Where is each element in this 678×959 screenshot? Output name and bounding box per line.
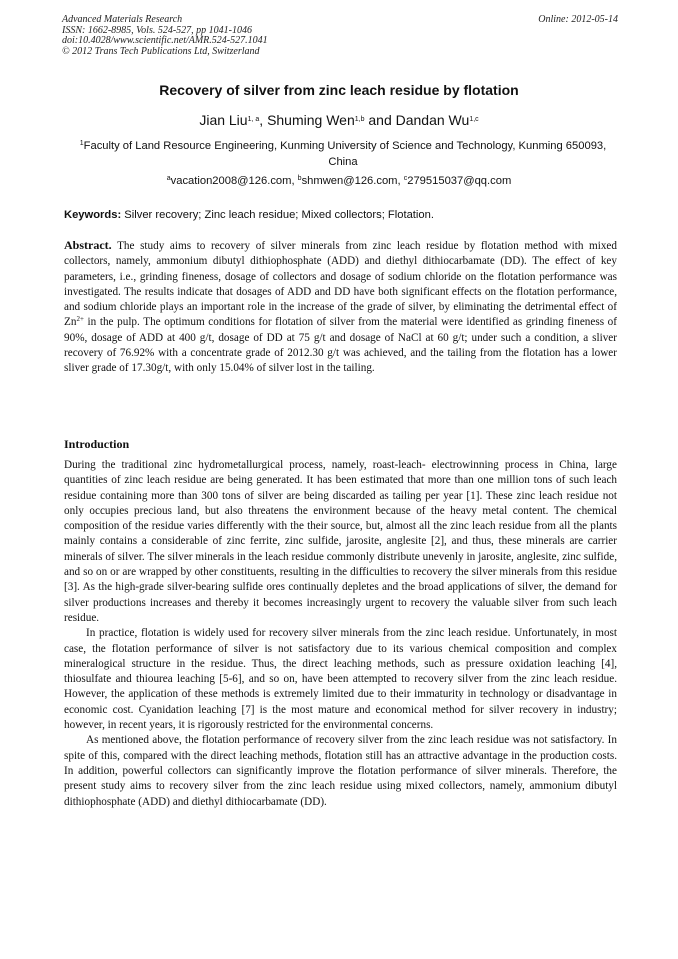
author-separator: , <box>259 112 268 128</box>
keywords-text: Silver recovery; Zinc leach residue; Mixed collectors; Flotation. <box>121 209 434 221</box>
email-superscript: a <box>166 175 171 182</box>
abstract-text: The study aims to recovery of silver minerals from zinc leach residue by flotation method with mixed collectors, namely, ammonium dibutyl dithiophosphate (ADD) and diethyl dithiocarbamate (DD). The effect of key parameters, i.e., grinding fineness, dosage of collectors and dosage of sodium chloride on the flotation performance was investigated. The results indicate that dosages of ADD and DD have both significant effects on the flotation performance, and sodium chloride plays an important role in the increase of the grade of silver, by eliminating the detrimental effect of Zn <box>64 240 617 329</box>
email-address: 279515037@qq.com <box>407 175 512 187</box>
online-date: Online: 2012-05-14 <box>538 14 618 25</box>
author-superscript: 1,c <box>469 116 479 123</box>
affiliation-superscript: 1 <box>79 140 84 147</box>
author-superscript: 1,b <box>354 116 365 123</box>
issn-line: ISSN: 1662-8985, Vols. 524-527, pp 1041-1046 <box>62 24 252 36</box>
section-heading: Introduction <box>64 437 130 451</box>
paragraph: During the traditional zinc hydrometallurgical process, namely, roast-leach- electrowinning process in China, large quantities of zinc leach residue are being generated. It has been estimated that more than one million tons of such leach residue containing more than 300 tons of silver are being discarded as tailing per year [1]. These zinc leach residue not only occupies precious land, but also threatens the environment because of the heavy metal content. The chemical composition of the residue varies differently with the their source, but, almost all the zinc leach residue from all the plants mainly contains a considerable of zinc ferrite, zinc sulfide, jarosite, anglesite [2], and thus, these minerals are carrier minerals of silver. The silver minerals in the leach residue commonly distribute unevenly in jarosite, anglesite, zinc sulfide, and so on or are wrapped by other constituents, resulting in the difficulties to recovery the silver minerals from this residue [3]. As the high-grade silver-bearing sulfide ores continually depletes and the broad applications of silver, the demand for silver productions increases and thereby it becomes increasingly urgent to recovery the valuable silver from such leach residue. <box>64 459 617 624</box>
abstract-text: in the pulp. The optimum conditions for flotation of silver from the material were identified as grinding fineness of 90%, dosage of ADD at 400 g/t, dosage of DD at 75 g/t and dosage of NaCl at 60 g/t; under such a condition, a sliver recovery of 76.92% with a concentrate grade of 2012.30 g/t was achieved, and the tailing from the flotation has a lower sliver grade of 17.30g/t, with only 15.04% of silver lost in the tailing. <box>64 316 617 375</box>
email-list <box>0 175 678 187</box>
affiliation-text: Faculty of Land Resource Engineering, Kunming University of Science and Technology, Kunming 650093, China <box>83 140 607 168</box>
keywords <box>64 209 620 221</box>
abstract-label: Abstract. <box>64 238 112 252</box>
journal-info <box>62 15 618 57</box>
email-superscript: c <box>403 175 408 182</box>
author-name: Shuming Wen <box>267 112 355 128</box>
paragraph: In practice, flotation is widely used for recovery silver minerals from the zinc leach residue. Unfortunately, in most case, the flotation performance of silver is not satisfactory due to its various chemical composition and complex mineralogical structure in the residue. Thus, the direct leaching methods, such as pressure oxidation leaching [4], thiosulfate and thiourea leaching [5-6], and so on, have been attempted to recovery silver from the zinc leach residue. However, the application of these methods is extremely limited due to their immaturity in technology or disadvantage in economic cost. Cyanidation leaching [7] is the most mature and economical method for silver recovery in industry; however, in recent years, it is rigorously restricted for the environmental concerns. <box>64 627 617 732</box>
journal-name: Advanced Materials Research <box>62 14 183 25</box>
journal-header <box>62 15 618 57</box>
author-separator: and <box>364 112 396 128</box>
author-list <box>0 112 678 128</box>
email-superscript: b <box>297 175 302 182</box>
copyright-line: © 2012 Trans Tech Publications Ltd, Switzerland <box>62 45 260 57</box>
introduction-body <box>64 458 617 810</box>
paragraph: As mentioned above, the flotation performance of recovery silver from the zinc leach residue was not satisfactory. In spite of this, compared with the direct leaching methods, flotation still has an attractive advantage in the production costs. In addition, powerful collectors can significantly improve the flotation performance of silver minerals. Therefore, the present study aims to recovery silver from the zinc leach residue using mixed collectors, namely, ammonium dibutyl dithiophosphate (ADD) and diethyl dithiocarbamate (DD). <box>64 734 617 808</box>
email-separator: , <box>397 175 404 187</box>
keywords-label: Keywords: <box>64 209 122 221</box>
abstract <box>64 238 617 377</box>
email-address: vacation2008@126.com <box>170 175 292 187</box>
email-separator: , <box>291 175 298 187</box>
author-name: Jian Liu <box>199 112 248 128</box>
author-superscript: 1, a <box>247 116 260 123</box>
email-address: shmwen@126.com <box>301 175 398 187</box>
paper-title: Recovery of silver from zinc leach residue by flotation <box>159 82 519 98</box>
affiliation <box>70 139 616 170</box>
doi-line: doi:10.4028/www.scientific.net/AMR.524-527.1041 <box>62 35 268 46</box>
author-name: Dandan Wu <box>395 112 470 128</box>
abstract-superscript: 2+ <box>76 315 84 324</box>
